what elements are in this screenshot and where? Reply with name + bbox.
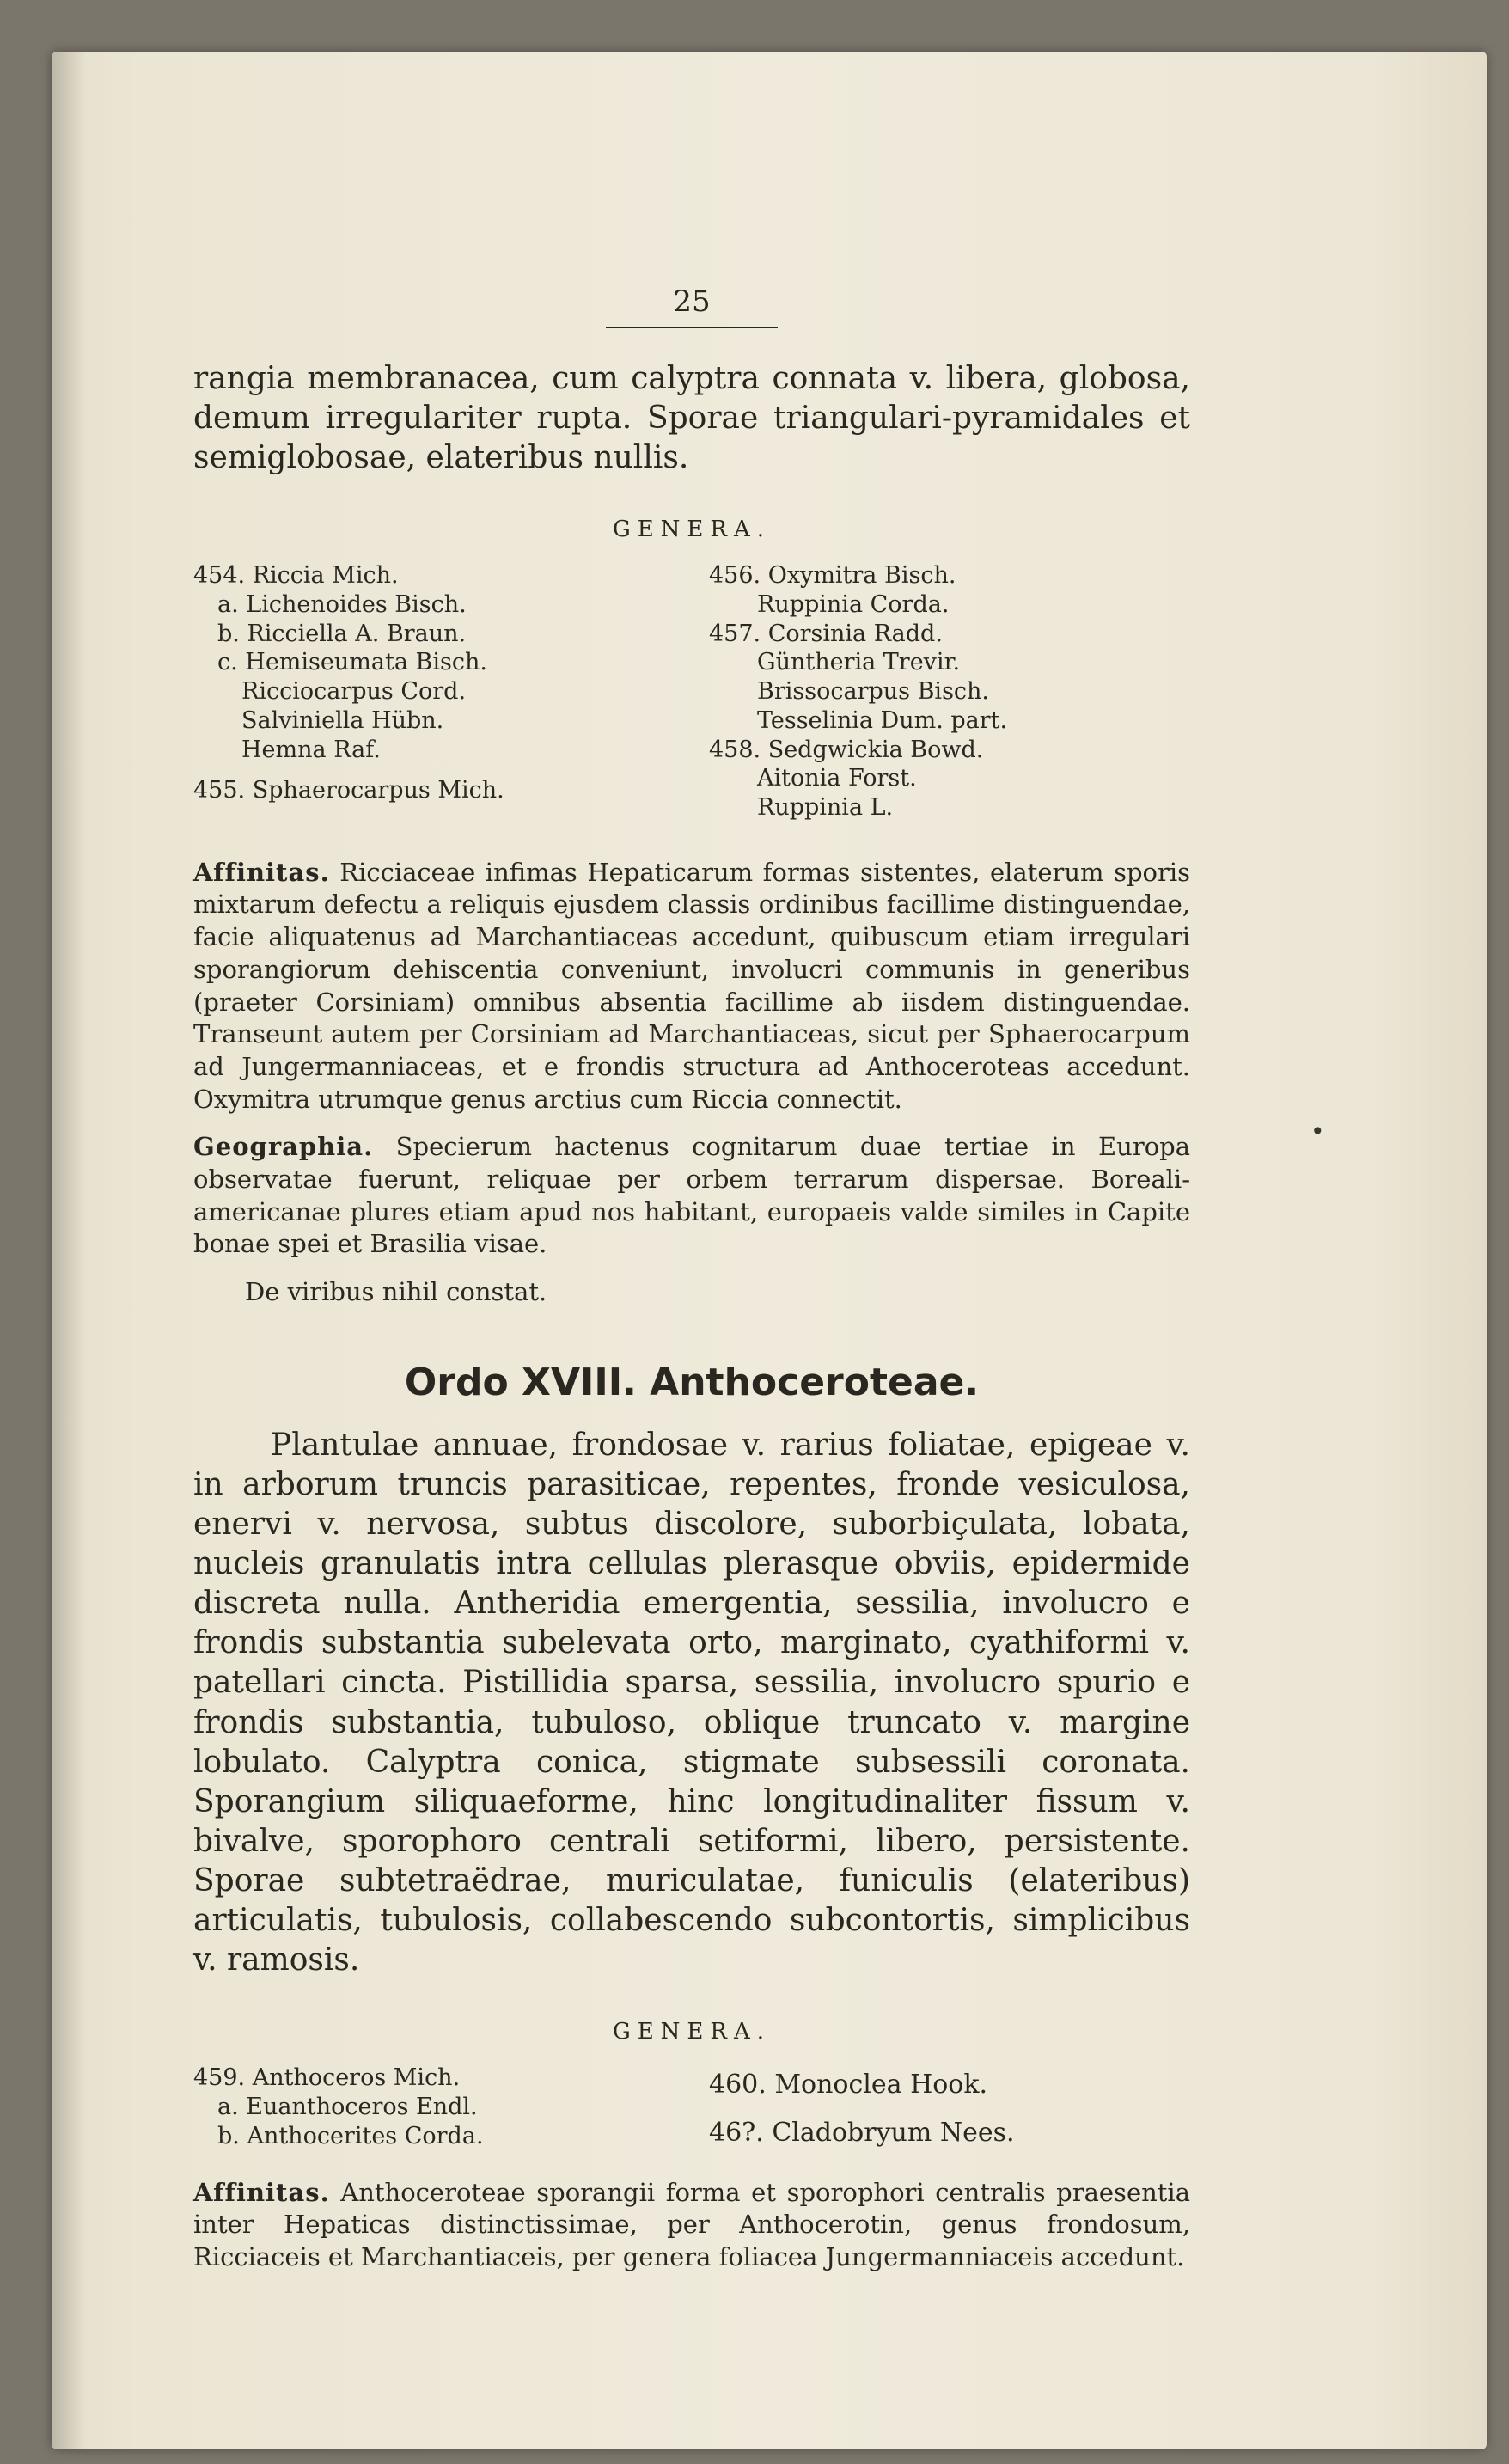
margin-dot: • (1310, 1117, 1325, 1146)
geographia-paragraph (193, 1131, 1190, 1261)
genera-heading-1: GENERA. (612, 516, 772, 542)
genera-heading-2: GENERA. (612, 2019, 772, 2045)
order-heading: Ordo XVIII. Anthoceroteae. (404, 1360, 980, 1404)
affinitas-text: Ricciaceae infimas Hepaticarum formas sistentes, elaterum sporis mixtarum defectu a reliquis ejusdem classis ordinibus facillime distinguendae, facie aliquatenus ad Marchantiaceas accedunt, quibuscum etiam irregulari sporangiorum dehiscentia conveniunt, involucri communis in generibus (praeter Corsiniam) omnibus absentia facillime ab iisdem distinguendae. Transeunt autem per Corsiniam ad Marchantiaceas, sicut per Sphaerocarpum ad Jungermanniaceas, et e frondis structura ad Anthoceroteas accedunt. Oxymitra utrumque genus arctius cum Riccia connectit. (193, 857, 1191, 1114)
page-content (193, 284, 1190, 2274)
book-spine-shadow (52, 52, 86, 2449)
genus-entry: 46?. Cladobryum Nees. (709, 2117, 1015, 2148)
order-description: Plantulae annuae, frondosae v. rarius foliatae, epigeae v. in arborum truncis parasiticae, repentes, fronde vesiculosa, enervi v. nervosa, subtus discolore, suborbiçulata, lobata, nucleis granulatis intra cellulas plerasque obviis, epidermide discreta nulla. Antheridia emergentia, sessilia, involucro e frondis substantia subelevata orto, marginato, cyathiformi v. patellari cincta. Pistillidia sparsa, sessilia, involucro spurio e frondis substantia, tubuloso, oblique truncato v. margine lobulato. Calyptra conica, stigmate subsessili coronata. Sporangium siliquaeforme, hinc longitudinaliter fissum v. bivalve, sporophoro centrali setiformi, libero, persistente. Sporae subtetraëdrae, muriculatae, funiculis (elateribus) articulatis, tubulosis, collabescendo subcontortis, simplicibus v. ramosis. (193, 1428, 1190, 1978)
affinitas-text: Anthoceroteae sporangii forma et sporophori centralis praesentia inter Hepaticas distinctissimae, per Anthocerotin, genus frondosum, Ricciaceis et Marchantiaceis, per genera foliacea Jungermanniaceis accedunt. (193, 2177, 1190, 2271)
genera-2-right-column (709, 2064, 1190, 2150)
affinitas-paragraph-2 (193, 2177, 1190, 2274)
genus-synonym: Güntheria Trevir. (757, 649, 961, 676)
genus-entry: 456. Oxymitra Bisch. (709, 562, 956, 590)
genera-list-2 (193, 2064, 1190, 2150)
genera-1-left-column (193, 561, 675, 822)
genus-synonym: Ruppinia L. (757, 794, 894, 822)
viribus-line: De viribus nihil constat. (245, 1277, 547, 1307)
genus-synonym: Salviniella Hübn. (241, 706, 444, 734)
affinitas-label: Affinitas. (193, 2177, 330, 2207)
genus-entry: 457. Corsinia Radd. (709, 620, 943, 647)
geographia-label: Geographia. (193, 1132, 374, 1162)
genus-synonym: Hemna Raf. (241, 736, 381, 763)
genera-1-right-column (709, 561, 1190, 822)
genus-synonym: Aitonia Forst. (757, 765, 917, 792)
genus-subentry: a. Euanthoceros Endl. (217, 2094, 478, 2121)
genus-synonym: Tesselinia Dum. part. (757, 706, 1008, 734)
genus-subentry: b. Ricciella A. Braun. (217, 620, 467, 647)
affinitas-label: Affinitas. (193, 857, 330, 887)
genus-entry: 460. Monoclea Hook. (709, 2070, 988, 2100)
genus-synonym: Ricciocarpus Cord. (241, 678, 467, 706)
genus-entry: 454. Riccia Mich. (193, 562, 399, 590)
genus-entry: 455. Sphaerocarpus Mich. (193, 777, 504, 804)
page-number-rule (606, 327, 778, 328)
geographia-text: Specierum hactenus cognitarum duae tertiae in Europa observatae fuerunt, reliquae per orbem terrarum dispersae. Boreali-americanae plures etiam apud nos habitant, europaeis valde similes in Capite bonae spei et Brasilia visae. (193, 1132, 1191, 1259)
genus-subentry: a. Lichenoides Bisch. (217, 590, 467, 618)
genus-synonym: Brissocarpus Bisch. (757, 678, 990, 706)
affinitas-paragraph-1 (193, 857, 1190, 1116)
genus-entry: 458. Sedgwickia Bowd. (709, 736, 984, 763)
genus-subentry: b. Anthocerites Corda. (217, 2122, 484, 2149)
genus-entry: 459. Anthoceros Mich. (193, 2064, 461, 2092)
genera-2-left-column (193, 2064, 675, 2150)
page-number: 25 (673, 284, 711, 319)
intro-paragraph: rangia membranacea, cum calyptra connata v. libera, globosa, demum irregulariter rupta. Sporae triangulari-pyramidales et semiglobosae, elateribus nullis. (193, 360, 1190, 475)
genus-synonym: Ruppinia Corda. (757, 590, 950, 618)
genus-subentry: c. Hemiseumata Bisch. (217, 649, 487, 676)
genera-list-1 (193, 561, 1190, 822)
